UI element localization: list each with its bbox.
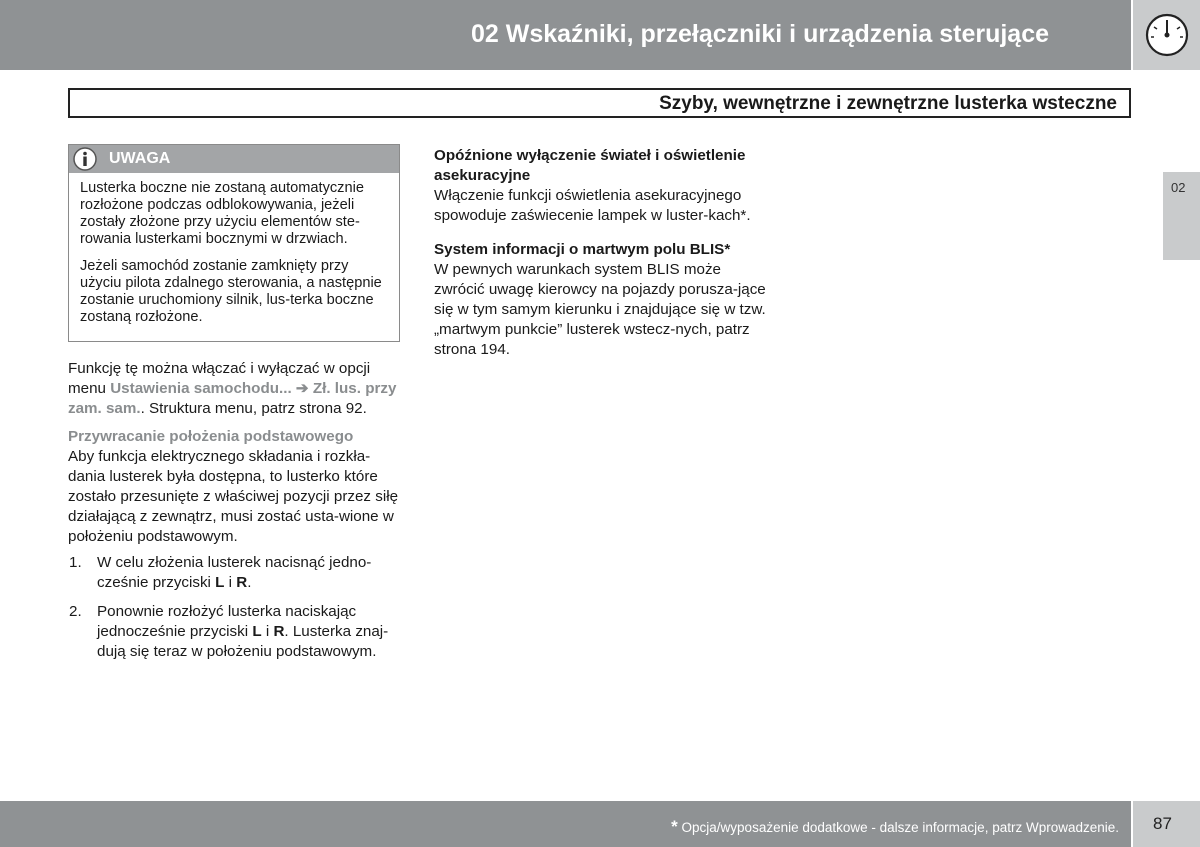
footer-note: * Opcja/wyposażenie dodatkowe - dalsze informacje, patrz Wprowadzenie.: [671, 817, 1119, 836]
note-paragraph-2: Jeżeli samochód zostanie zamknięty przy użyciu pilota zdalnego sterowania, a następnie zostanie uruchomiony silnik, lus-terka boczne zostaną rozłożone.: [80, 258, 382, 325]
section-title-box: [68, 88, 1131, 118]
page-number: 87: [1153, 814, 1172, 833]
page-number-box: [1133, 801, 1200, 847]
section-blis: [434, 240, 770, 360]
note-box: [68, 144, 400, 342]
subheading-restore: Przywracanie położenia podstawowego: [68, 428, 354, 445]
section-title: Szyby, wewnętrzne i zewnętrzne lusterka wsteczne: [659, 93, 1117, 114]
chapter-side-tab: [1163, 172, 1200, 260]
note-paragraph-1: Lusterka boczne nie zostaną automatycznie rozłożone podczas odblokowywania, jeżeli zostały złożone przy użyciu elementów ste-rowania lusterkami bocznymi w drzwiach.: [80, 180, 364, 247]
menu-intro: Funkcję tę można włączać i wyłączać w opcji menu Ustawienia samochodu... ➔ Zł. lus. przy zam. sam.. Struktura menu, patrz strona 92.: [68, 360, 397, 417]
header-bar: [0, 0, 1131, 70]
heading-blis: System informacji o martwym polu BLIS*: [434, 241, 731, 258]
header-icon-box: [1133, 0, 1200, 70]
side-tab-label: 02: [1171, 180, 1186, 195]
asterisk: *: [671, 817, 678, 836]
restore-body: Aby funkcja elektrycznego składania i rozkła-dania lusterek była dostępna, to lusterko które zostało przesunięte z właściwej pozycji przez siłę działającą z zewnątrz, musi zostać usta-wione w położeniu podstawowym.: [68, 448, 399, 545]
middle-column: [434, 146, 770, 374]
left-column: [68, 359, 400, 671]
footer-bar: [0, 801, 1131, 847]
note-body: [80, 180, 390, 336]
step-item: 1. W celu złożenia lusterek nacisnąć jedno-cześnie przyciski L i R.: [69, 554, 372, 591]
gauge-icon: [1145, 13, 1189, 57]
arrow-icon: ➔: [295, 380, 309, 397]
heading-delayed-lights: Opóźnione wyłączenie świateł i oświetlenie asekuracyjne: [434, 147, 746, 184]
menu-path-2: Zł. lus. przy zam. sam.: [68, 380, 397, 417]
section-delayed-lights: [434, 146, 770, 226]
delayed-lights-body: Włączenie funkcji oświetlenia asekuracyjnego spowoduje zaświecenie lampek w luster-kach*.: [434, 187, 751, 224]
menu-path-1: Ustawienia samochodu...: [110, 380, 292, 397]
note-header: [69, 145, 399, 173]
step-item: 2. Ponownie rozłożyć lusterka naciskając jednocześnie przyciski L i R. Lusterka znaj-dują się teraz w położeniu podstawowym.: [69, 603, 389, 660]
chapter-title: 02 Wskaźniki, przełączniki i urządzenia sterujące: [470, 20, 1049, 48]
blis-body: W pewnych warunkach system BLIS może zwrócić uwagę kierowcy na pojazdy porusza-jące się w tym samym kierunku i znajdujące się w tzw. „martwym punkcie” lusterek wstecz-nych, patrz strona 194.: [434, 261, 766, 358]
info-icon: [73, 147, 97, 171]
steps-list: [68, 553, 400, 662]
note-title: UWAGA: [109, 150, 171, 167]
